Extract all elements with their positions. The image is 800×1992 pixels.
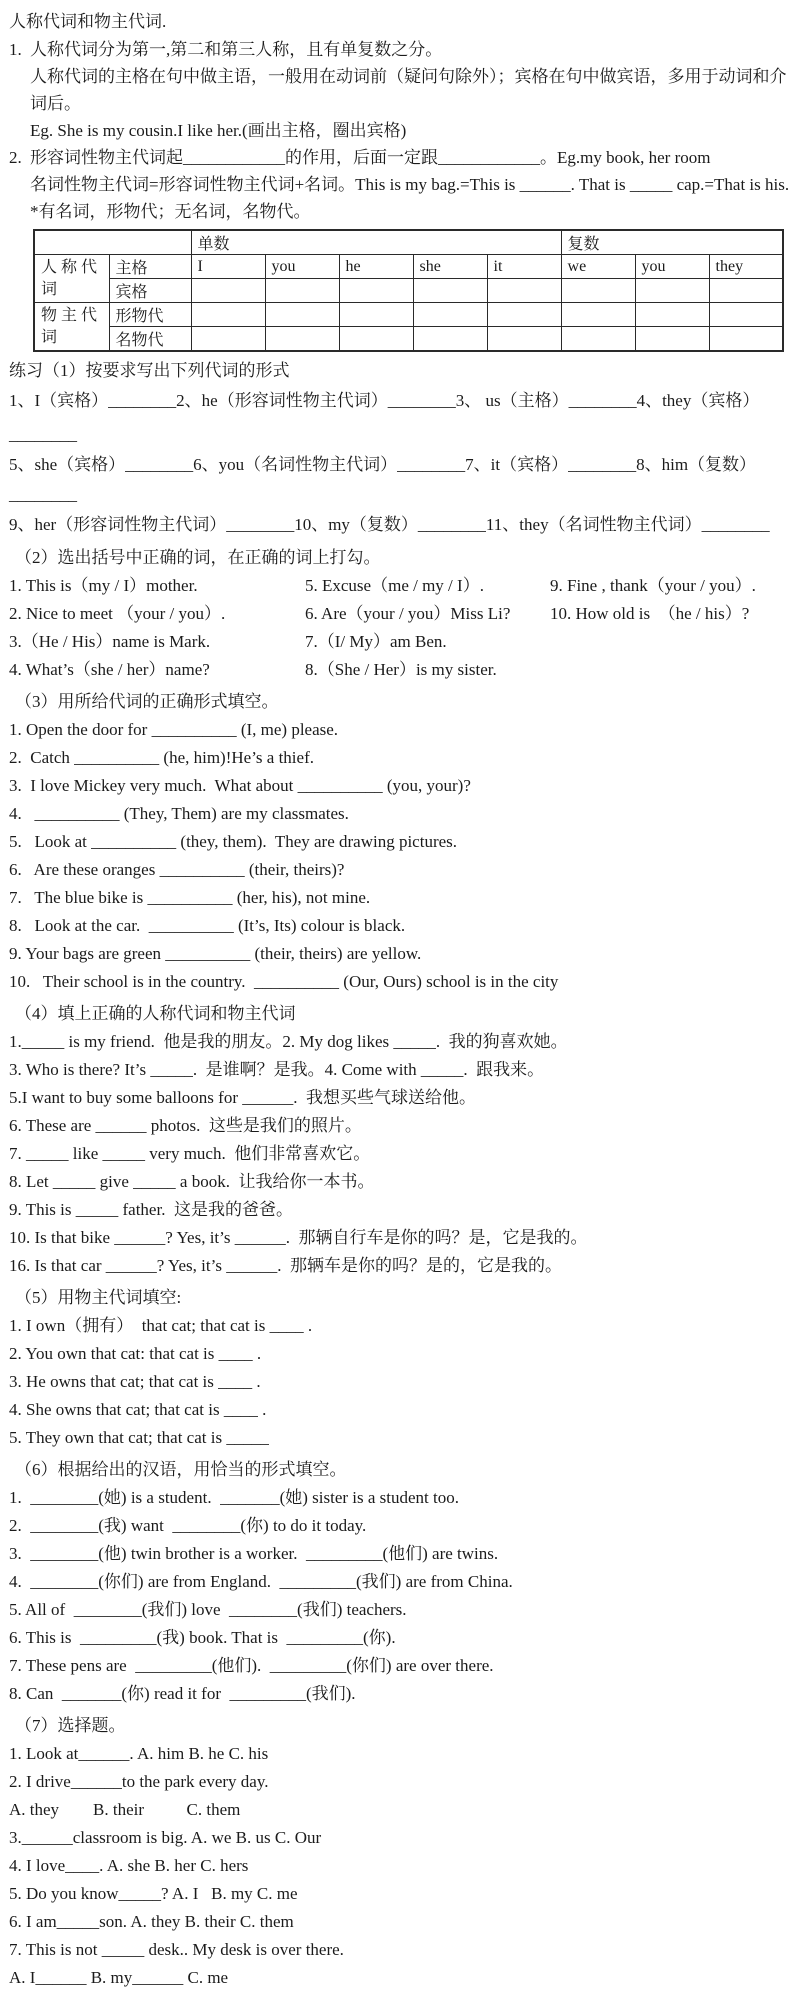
table-row-nominal-possessive [34,327,783,352]
text-line: 5. Excuse（me / my / I）. [305,576,484,595]
text-line [550,656,794,684]
ex5-heading: （5）用物主代词填空: [15,1288,182,1307]
text-line: 9、her（形容词性物主代词）________10、my（复数）________11、they（名词性物主代词）________ [9,515,770,534]
text-line: 6. Are these oranges __________ (their, theirs)? [9,860,345,879]
section-ex2 [9,544,794,684]
pronoun-cell: I [191,255,265,279]
blank-cell [709,279,783,303]
note-1-paragraph: 人称代词的主格在句中做主语，一般用在动词前（疑问句除外）；宾格在句中做宾语，多用于动词和介词后。 [30,67,787,113]
text-line: 5. Do you know_____? A. I B. my C. me [9,1884,298,1903]
text-line: 10. Is that bike ______? Yes, it’s ______. 那辆自行车是你的吗？是，它是我的。 [9,1228,588,1247]
text-line: 9. Your bags are green __________ (their, theirs) are yellow. [9,944,422,963]
text-line: 1. ________(她) is a student. _______(她) sister is a student too. [9,1488,459,1507]
table-header-row [34,230,783,255]
text-line: 1._____ is my friend. 他是我的朋友。2. My dog likes _____. 我的狗喜欢她。 [9,1032,568,1051]
text-line: 2. I drive______to the park every day. [9,1772,269,1791]
blank-cell [339,327,413,352]
text-line: 6. I am_____son. A. they B. their C. them [9,1912,294,1931]
pronoun-cell: they [709,255,783,279]
text-line: 4. What’s（she / her）name? [9,660,210,679]
text-line: 3.（He / His）name is Mark. [9,632,211,651]
text-line: 10. How old is （he / his）? [550,604,750,623]
text-line [550,628,794,656]
text-line: 5. Look at __________ (they, them). They are drawing pictures. [9,832,458,851]
text-line: 7. _____ like _____ very much. 他们非常喜欢它。 [9,1144,371,1163]
intro-notes [9,36,794,225]
text-line: 3. ________(他) twin brother is a worker. _________(他们) are twins. [9,1544,499,1563]
blank-cell [265,327,339,352]
text-line: 6. Are（your / you）Miss Li? [305,604,511,623]
blank-cell [413,279,487,303]
section-ex4 [9,1000,794,1280]
text-line: 3. I love Mickey very much. What about __________ (you, your)? [9,776,471,795]
text-line: 7.（I/ My）am Ben. [305,632,447,651]
ex2-row [9,628,794,656]
text-line: 7. This is not _____ desk.. My desk is over there. [9,1940,344,1959]
section-ex6 [9,1456,794,1708]
ex7-heading: （7）选择题。 [15,1716,126,1735]
text-line: 2. ________(我) want ________(你) to do it today. [9,1516,367,1535]
table-header-singular: 单数 [191,230,561,255]
pronoun-cell: he [339,255,413,279]
text-line-cut-off: A. I______ B. my______ C. me [9,1968,229,1987]
text-line: 8.（She / Her）is my sister. [305,660,497,679]
text-line: 5. All of ________(我们) love ________(我们) teachers. [9,1600,407,1619]
text-line: 2. Nice to meet （your / you）. [9,604,226,623]
note-1-example: Eg. She is my cousin.I like her.(画出主格，圈出宾格) [30,121,407,140]
section-ex1 [9,356,794,540]
ex2-row [9,572,794,600]
blank-cell [487,303,561,327]
blank-cell [191,303,265,327]
text-line: 1. This is（my / I）mother. [9,576,198,595]
text-line: 4. ________(你们) are from England. _________(我们) are from China. [9,1572,513,1591]
section-ex3 [9,688,794,996]
blank-cell [561,303,635,327]
table-header-plural: 复数 [561,230,783,255]
blank-cell [635,327,709,352]
pronoun-cell: she [413,255,487,279]
text-line: 9. Fine , thank（your / you）. [550,576,756,595]
text-line: 4. I love____. A. she B. her C. hers [9,1856,249,1875]
section-ex5 [9,1284,794,1452]
text-line: 1. Look at______. A. him B. he C. his [9,1744,269,1763]
text-line: 2. Catch __________ (he, him)!He’s a thief. [9,748,314,767]
text-line: 3. Who is there? It’s _____. 是谁啊？是我。4. Come with _____. 跟我来。 [9,1060,545,1079]
pronoun-cell: it [487,255,561,279]
table-row-object [34,279,783,303]
blank-cell [265,303,339,327]
table-row-subject [34,255,783,279]
text-line: 3.______classroom is big. A. we B. us C. Our [9,1828,322,1847]
text-line: 6. This is _________(我) book. That is _________(你). [9,1628,396,1647]
blank-cell [561,279,635,303]
blank-cell [709,303,783,327]
text-line: 7. The blue bike is __________ (her, his), not mine. [9,888,371,907]
text-line: 3. He owns that cat; that cat is ____ . [9,1372,261,1391]
text-line: 5、she（宾格）________6、you（名词性物主代词）________7、it（宾格）________8、him（复数）________ [9,455,757,504]
ex1-heading: 练习（1）按要求写出下列代词的形式 [9,361,290,380]
blank-cell [487,279,561,303]
blank-cell [561,327,635,352]
pronoun-cell: we [561,255,635,279]
ex3-heading: （3）用所给代词的正确形式填空。 [15,692,279,711]
ex2-heading: （2）选出括号中正确的词，在正确的词上打勾。 [15,548,381,567]
row-label-nominal: 名物代 [109,327,191,352]
text-line: 6. These are ______ photos. 这些是我们的照片。 [9,1116,362,1135]
blank-cell [339,279,413,303]
blank-cell [191,279,265,303]
note-2 [9,144,794,171]
blank-cell [413,303,487,327]
text-line: 9. This is _____ father. 这是我的爸爸。 [9,1200,293,1219]
text-line: ________ [9,425,77,444]
text-line: 10. Their school is in the country. __________ (Our, Ours) school is in the city [9,972,559,991]
text-line: 5.I want to buy some balloons for ______. 我想买些气球送给他。 [9,1088,476,1107]
blank-cell [339,303,413,327]
table-row-adjectival-possessive [34,303,783,327]
blank-cell [34,230,191,255]
pronoun-cell: you [635,255,709,279]
note-2-text: 形容词性物主代词起____________的作用，后面一定跟____________。Eg.my book, her room [30,148,711,167]
note-2-number: 2. [9,148,22,167]
blank-cell [487,327,561,352]
text-line: 4. She owns that cat; that cat is ____ . [9,1400,267,1419]
row-label-adjectival: 形物代 [109,303,191,327]
pronoun-table [33,229,784,352]
text-line: 8. Look at the car. __________ (It’s, Its) colour is black. [9,916,406,935]
ex2-row [9,656,794,684]
pronoun-cell: you [265,255,339,279]
text-line: A. they B. their C. them [9,1800,241,1819]
text-line: 16. Is that car ______? Yes, it’s ______. 那辆车是你的吗？是的，它是我的。 [9,1256,562,1275]
blank-cell [635,279,709,303]
text-line: 1、I（宾格）________2、he（形容词性物主代词）________3、 us（主格）________4、they（宾格） [9,391,760,410]
blank-cell [709,327,783,352]
text-line: 5. They own that cat; that cat is _____ [9,1428,269,1447]
ex6-heading: （6）根据给出的汉语，用恰当的形式填空。 [15,1460,347,1479]
text-line: 2. You own that cat: that cat is ____ . [9,1344,262,1363]
ex4-heading: （4）填上正确的人称代词和物主代词 [15,1004,296,1023]
note-1-number: 1. [9,40,22,59]
row-label-subject-case: 主格 [109,255,191,279]
section-ex7 [9,1712,794,1992]
text-line: 4. __________ (They, Them) are my classmates. [9,804,349,823]
blank-cell [191,327,265,352]
blank-cell [413,327,487,352]
ex2-row [9,600,794,628]
text-line: 7. These pens are _________(他们). _________(你们) are over there. [9,1656,494,1675]
text-line: 1. I own（拥有） that cat; that cat is ____ . [9,1316,313,1335]
row-group-possessive-pronoun: 物 主 代 词 [34,303,109,352]
text-line: 8. Can _______(你) read it for _________(我们). [9,1684,356,1703]
blank-cell [635,303,709,327]
text-line: 1. Open the door for __________ (I, me) please. [9,720,339,739]
text-line: 8. Let _____ give _____ a book. 让我给你一本书。 [9,1172,375,1191]
page-title: 人称代词和物主代词. [9,12,167,31]
row-group-personal-pronoun: 人 称 代 词 [34,255,109,303]
note-1 [9,36,794,63]
note-2-rule: *有名词，形物代；无名词，名物代。 [30,202,311,221]
blank-cell [265,279,339,303]
row-label-object-case: 宾格 [109,279,191,303]
note-1-text: 人称代词分为第一,第二和第三人称，且有单复数之分。 [30,40,443,59]
note-2-paragraph: 名词性物主代词=形容词性物主代词+名词。This is my bag.=This is ______. That is _____ cap.=That is his. [30,175,790,194]
